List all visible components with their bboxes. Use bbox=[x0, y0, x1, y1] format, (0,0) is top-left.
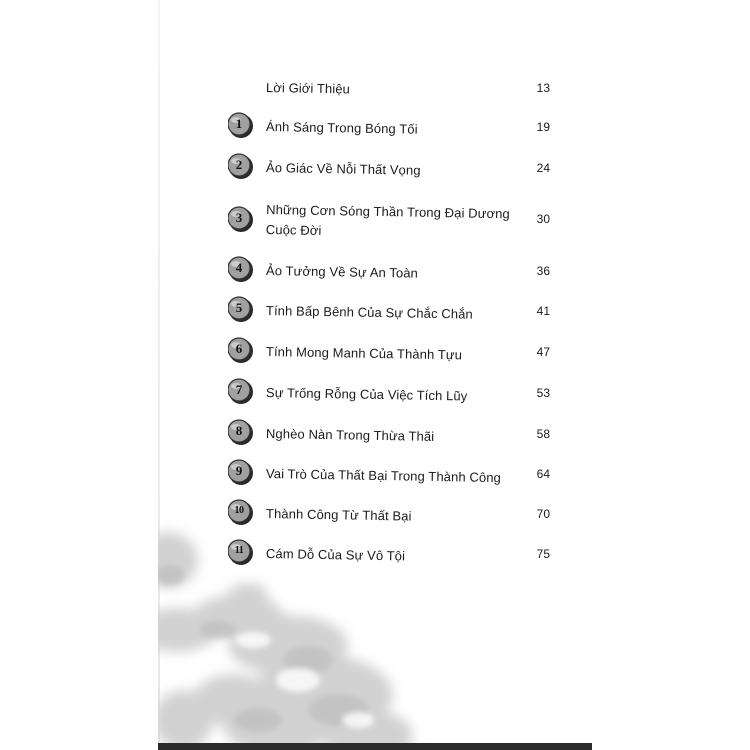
chapter-number: 6 bbox=[235, 341, 243, 356]
toc-entry-title: Sự Trống Rỗng Của Việc Tích Lũy bbox=[265, 385, 468, 404]
chapter-number: 4 bbox=[235, 260, 243, 275]
chapter-badge-icon bbox=[228, 153, 256, 181]
page-bottom-edge bbox=[158, 743, 592, 750]
toc-entry-title: Thành Công Từ Thất Bại bbox=[265, 506, 412, 524]
toc-entry-page-number: 53 bbox=[536, 386, 550, 400]
toc-entry-page-number: 70 bbox=[536, 507, 550, 521]
toc-entry-page-number: 75 bbox=[536, 547, 550, 561]
toc-entry-page-number: 47 bbox=[536, 345, 550, 359]
toc-entry-page-number: 13 bbox=[536, 81, 550, 95]
table-of-contents bbox=[158, 0, 592, 600]
toc-entry-title: Tính Bấp Bênh Của Sự Chắc Chắn bbox=[265, 303, 473, 322]
chapter-badge-icon bbox=[228, 112, 256, 140]
chapter-badge-icon bbox=[228, 296, 256, 324]
chapter-number: 11 bbox=[234, 545, 244, 556]
toc-entry-title: Nghèo Nàn Trong Thừa Thãi bbox=[265, 426, 435, 444]
chapter-number: 10 bbox=[234, 505, 244, 516]
toc-entry-page-number: 58 bbox=[536, 427, 550, 441]
chapter-badge-icon bbox=[228, 337, 256, 365]
chapter-number: 7 bbox=[235, 382, 243, 397]
toc-entry-title: Lời Giới Thiệu bbox=[265, 80, 351, 97]
toc-entry-title: Những Cơn Sóng Thần Trong Đại Dương Cuộc Đời bbox=[265, 202, 510, 238]
chapter-number: 8 bbox=[235, 423, 243, 438]
toc-entry-page-number: 64 bbox=[536, 467, 550, 481]
toc-entry-title: Ảo Tưởng Về Sự An Toàn bbox=[265, 263, 419, 281]
chapter-number: 1 bbox=[235, 116, 243, 131]
chapter-badge-icon bbox=[228, 256, 256, 284]
chapter-badge-icon bbox=[228, 459, 256, 487]
toc-entry-title: Ảo Giác Về Nỗi Thất Vọng bbox=[265, 160, 421, 178]
toc-entry-title: Ánh Sáng Trong Bóng Tối bbox=[265, 119, 418, 137]
chapter-badge-icon bbox=[228, 206, 256, 234]
toc-entry-page-number: 19 bbox=[536, 120, 550, 134]
chapter-badge-icon bbox=[228, 499, 256, 527]
toc-entry-page-number: 36 bbox=[536, 264, 550, 278]
chapter-badge-icon bbox=[228, 539, 256, 567]
chapter-badge-icon bbox=[228, 419, 256, 447]
toc-entry-title: Tính Mong Manh Của Thành Tựu bbox=[265, 344, 463, 363]
chapter-number: 2 bbox=[235, 157, 243, 172]
chapter-number: 9 bbox=[235, 463, 243, 478]
book-page bbox=[158, 0, 592, 750]
toc-entry-page-number: 30 bbox=[536, 212, 550, 226]
toc-entry-page-number: 41 bbox=[536, 304, 550, 318]
toc-entry-title: Cám Dỗ Của Sự Vô Tội bbox=[265, 546, 406, 564]
chapter-number: 3 bbox=[235, 210, 243, 225]
chapter-badge-icon bbox=[228, 378, 256, 406]
toc-entry-page-number: 24 bbox=[536, 161, 550, 175]
chapter-number: 5 bbox=[235, 300, 243, 315]
toc-entry-title: Vai Trò Của Thất Bại Trong Thành Công bbox=[265, 466, 502, 486]
